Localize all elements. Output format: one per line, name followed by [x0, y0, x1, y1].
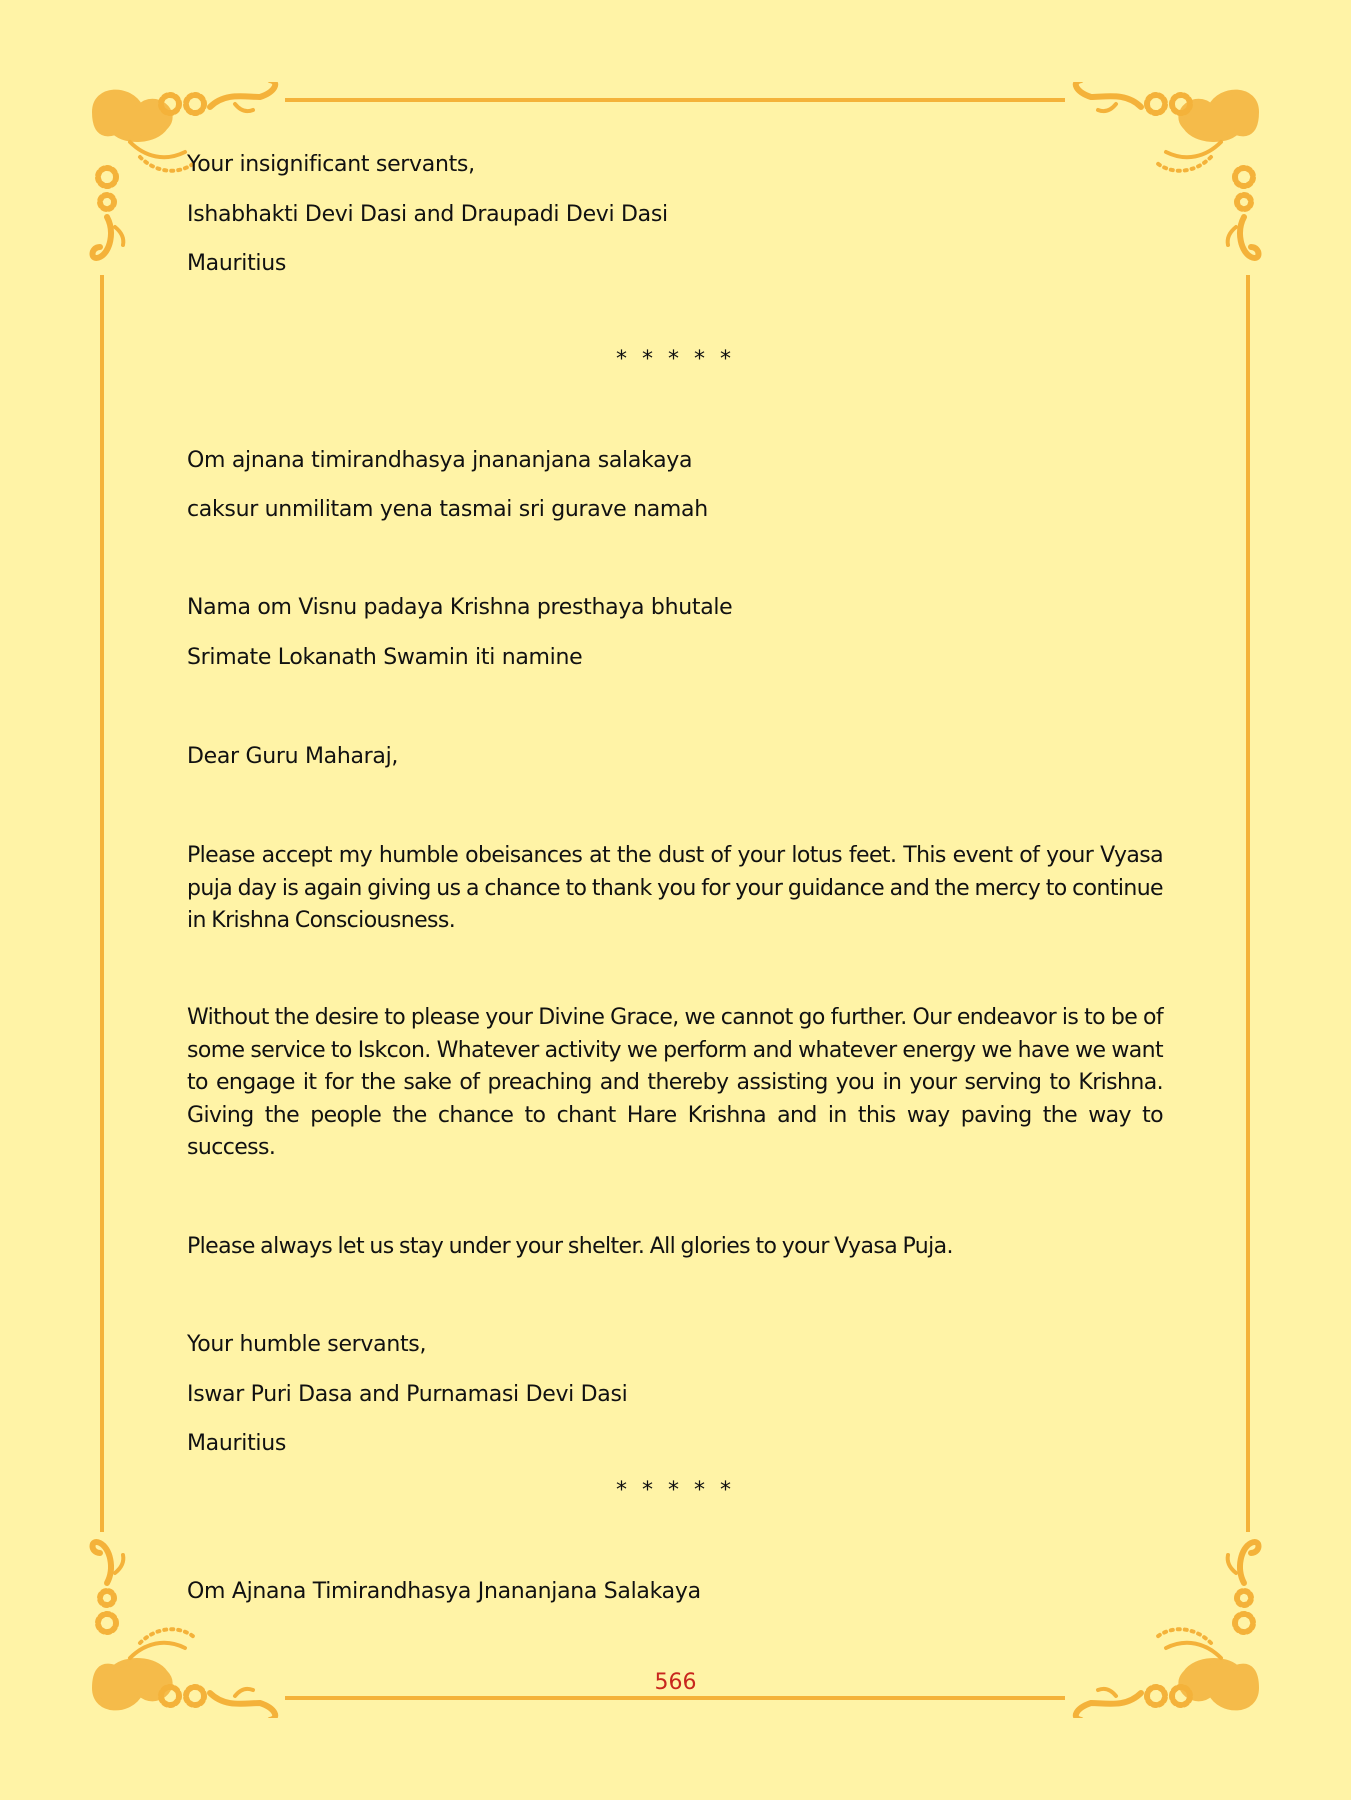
section-separator: * * * * *: [616, 347, 735, 372]
corner-ornament-top-right: [1066, 82, 1266, 282]
page-number: 566: [654, 1670, 697, 1695]
mantra-line: Om ajnana timirandhasya jnananjana salakaya: [187, 448, 693, 473]
border-top: [285, 98, 1065, 102]
mantra-line: caksur unmilitam yena tasmai sri gurave namah: [187, 497, 708, 522]
body-paragraph: Without the desire to please your Divine Grace, we cannot go further. Our endeavor is to be of some service to Iskcon. Whatever activity we perform and whatever energy we have we want to engage it for the sake of preaching and thereby assisting you in your serving to Krishna. Giving the people the chance to chant Hare Krishna and in this way paving the way to success.: [187, 1005, 1163, 1161]
mantra-line: Srimate Lokanath Swamin iti namine: [187, 645, 583, 670]
closing-names: Ishabhakti Devi Dasi and Draupadi Devi Dasi: [187, 202, 668, 227]
body-paragraph: Please always let us stay under your shelter. All glories to your Vyasa Puja.: [187, 1234, 953, 1259]
closing-names: Iswar Puri Dasa and Purnamasi Devi Dasi: [187, 1382, 628, 1407]
greeting: Dear Guru Maharaj,: [187, 744, 399, 769]
closing-salutation: Your insignificant servants,: [187, 152, 475, 177]
closing-place: Mauritius: [187, 1431, 287, 1456]
border-bottom: [285, 1696, 1065, 1700]
mantra-line: Om Ajnana Timirandhasya Jnananjana Salakaya: [187, 1579, 701, 1604]
mantra-line: Nama om Visnu padaya Krishna presthaya bhutale: [187, 595, 733, 620]
border-right: [1246, 275, 1250, 1532]
border-left: [100, 275, 104, 1532]
closing-place: Mauritius: [187, 251, 287, 276]
closing-salutation: Your humble servants,: [187, 1332, 427, 1357]
body-paragraph: Please accept my humble obeisances at the dust of your lotus feet. This event of your Vyasa puja day is again giving us a chance to thank you for your guidance and the mercy to continue in Krishna Consciousness.: [187, 843, 1163, 934]
section-separator: * * * * *: [616, 1478, 735, 1503]
